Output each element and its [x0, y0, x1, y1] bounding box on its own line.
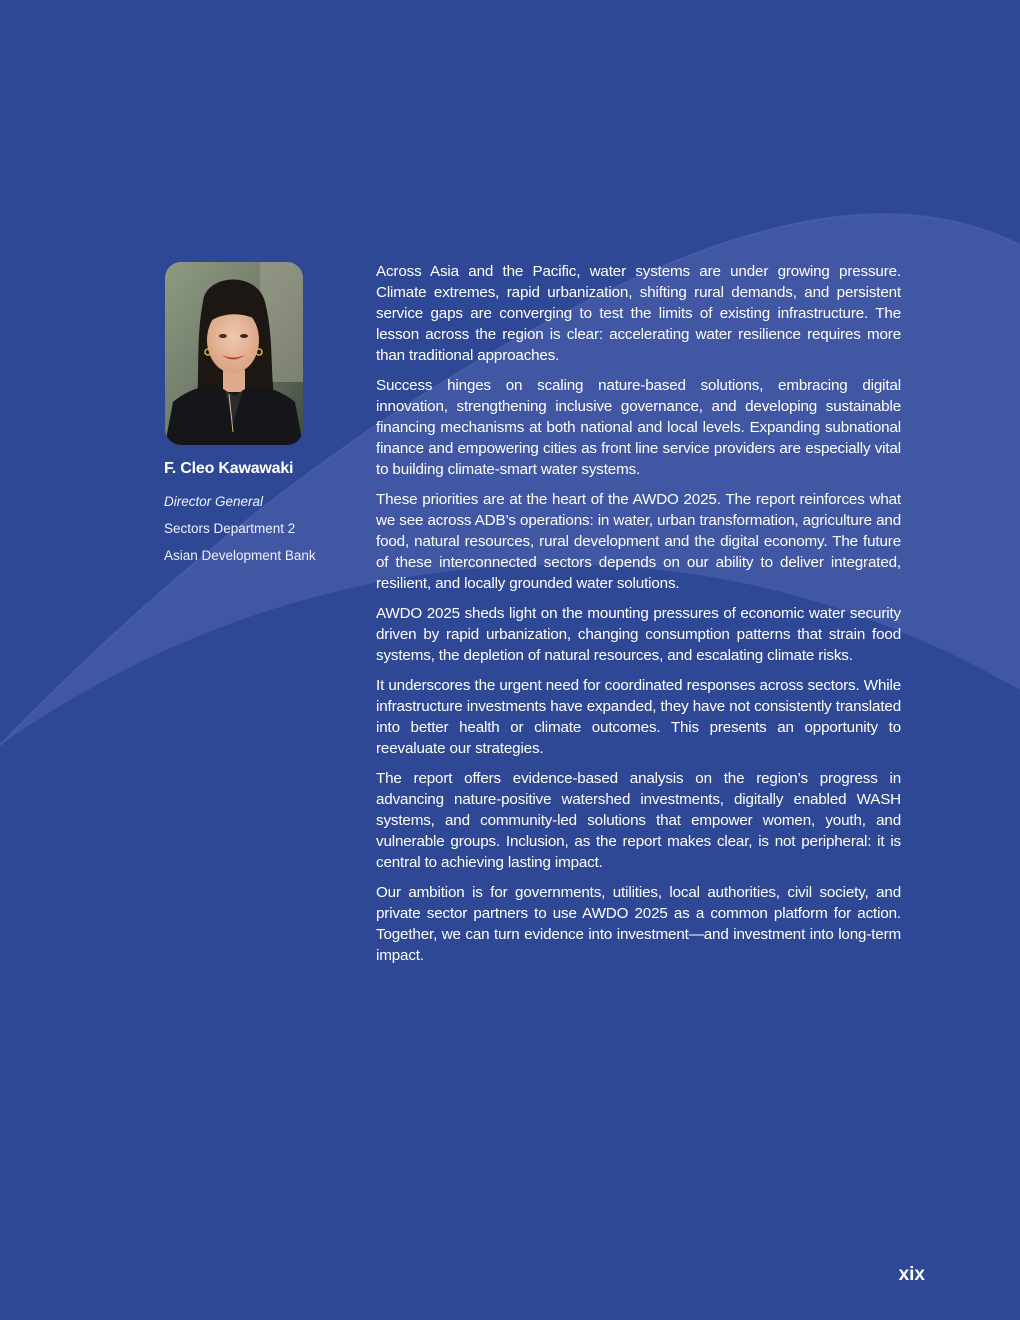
paragraph: It underscores the urgent need for coordinated responses across sectors. While infrastructure investments have expanded, they have not consistently translated into better health or climate outcomes. This presents an opportunity to reevaluate our strategies.: [376, 677, 901, 757]
paragraph: Our ambition is for governments, utilities, local authorities, civil society, and private sector partners to use AWDO 2025 as a common platform for action. Together, we can turn evidence into investment—and investment into long-term impact.: [376, 884, 901, 964]
paragraph: Success hinges on scaling nature-based solutions, embracing digital innovation, strengthening inclusive governance, and developing sustainable financing mechanisms at both national and local levels. Expanding subnational finance and empowering cities as front line service providers are especially vital to building climate-smart water systems.: [376, 377, 901, 478]
paragraph: AWDO 2025 sheds light on the mounting pressures of economic water security driven by rapid urbanization, changing consumption patterns that strain food systems, the depletion of natural resources, and escalating climate risks.: [376, 605, 901, 664]
author-organization: Asian Development Bank: [164, 548, 316, 563]
paragraph: The report offers evidence-based analysis on the region’s progress in advancing nature-positive watershed investments, digitally enabled WASH systems, and community-led solutions that empower women, youth, and vulnerable groups. Inclusion, as the report makes clear, is not peripheral: it is central to achieving lasting impact.: [376, 770, 901, 871]
page-number: xix: [898, 1264, 925, 1285]
author-portrait-photo: [165, 262, 303, 445]
paragraph: These priorities are at the heart of the AWDO 2025. The report reinforces what we see across ADB’s operations: in water, urban transformation, agriculture and food, natural resources, rural development and the digital economy. The future of these interconnected sectors depends on our ability to deliver integrated, resilient, and locally grounded water solutions.: [376, 491, 901, 592]
author-title: Director General: [164, 494, 264, 509]
foreword-body: [376, 261, 901, 975]
author-department: Sectors Department 2: [164, 521, 296, 536]
author-name: F. Cleo Kawawaki: [164, 460, 294, 477]
author-info: [164, 460, 354, 569]
paragraph: Across Asia and the Pacific, water systems are under growing pressure. Climate extremes, rapid urbanization, shifting rural demands, and persistent service gaps are converging to test the limits of existing infrastructure. The lesson across the region is clear: accelerating water resilience requires more than traditional approaches.: [376, 263, 901, 364]
